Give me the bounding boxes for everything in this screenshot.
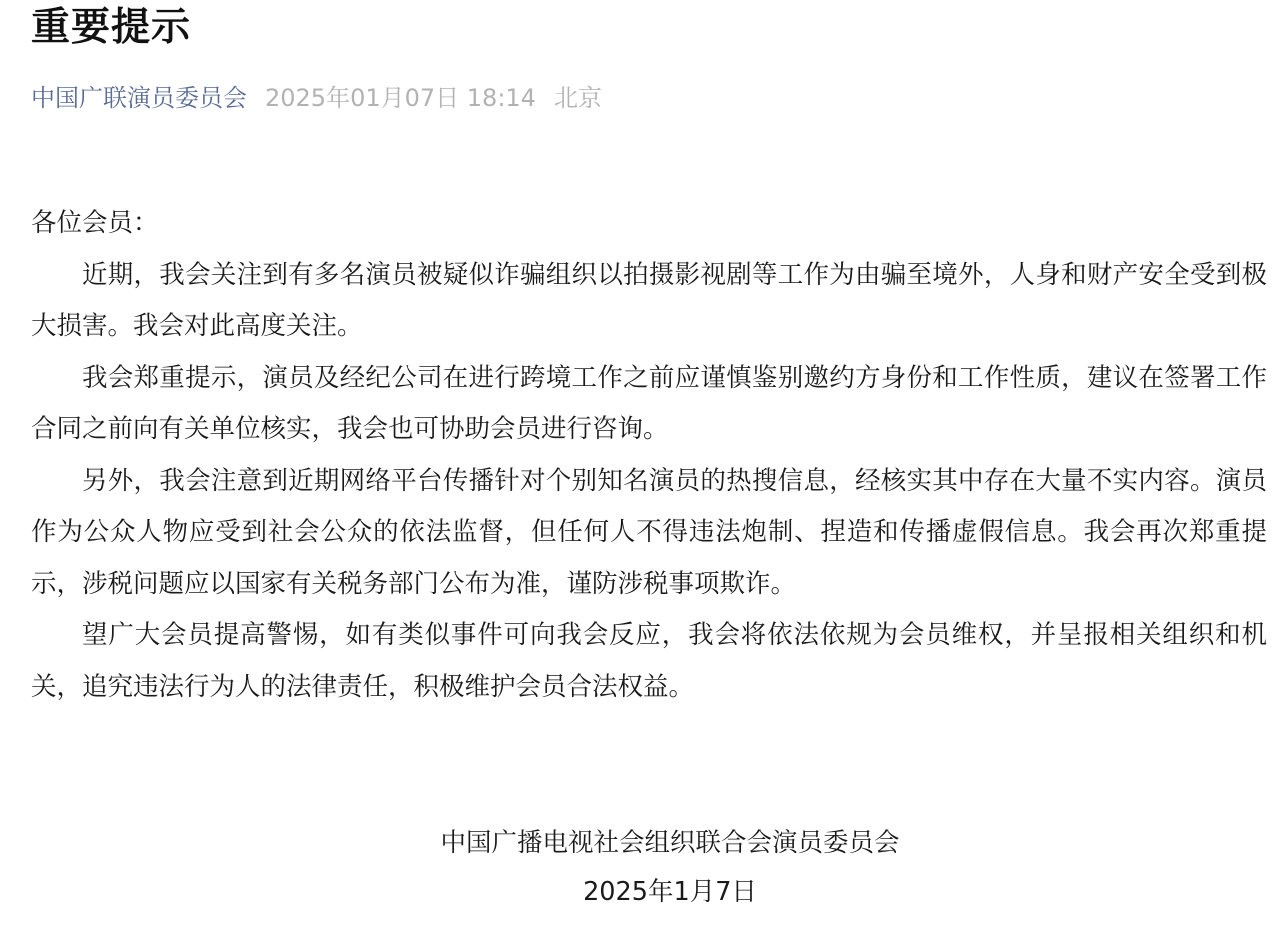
publish-date: 2025年01月07日 18:14	[265, 84, 536, 112]
article-body	[31, 198, 1267, 713]
paragraph-4: 望广大会员提高警惕，如有类似事件可向我会反应，我会将依法依规为会员维权，并呈报相关组织和机关，追究违法行为人的法律责任，积极维护会员合法权益。	[31, 620, 1267, 702]
account-name-link[interactable]: 中国广联演员委员会	[31, 84, 247, 112]
salutation: 各位会员：	[31, 208, 159, 238]
paragraph-2: 我会郑重提示，演员及经纪公司在进行跨境工作之前应谨慎鉴别邀约方身份和工作性质，建议在签署工作合同之前向有关单位核实，我会也可协助会员进行咨询。	[31, 362, 1267, 444]
publish-location: 北京	[553, 84, 602, 112]
signature-date: 2025年1月7日	[583, 877, 757, 907]
paragraph-1: 近期，我会关注到有多名演员被疑似诈骗组织以拍摄影视剧等工作为由骗至境外，人身和财产安全受到极大损害。我会对此高度关注。	[31, 259, 1267, 341]
signature-organization: 中国广播电视社会组织联合会演员委员会	[440, 828, 900, 858]
article-meta	[31, 80, 602, 116]
article-title: 重要提示	[31, 5, 192, 50]
paragraph-3: 另外，我会注意到近期网络平台传播针对个别知名演员的热搜信息，经核实其中存在大量不实内容。演员作为公众人物应受到社会公众的依法监督，但任何人不得违法炮制、捏造和传播虚假信息。我会再次郑重提示，涉税问题应以国家有关税务部门公布为准，谨防涉税事项欺诈。	[31, 465, 1267, 599]
